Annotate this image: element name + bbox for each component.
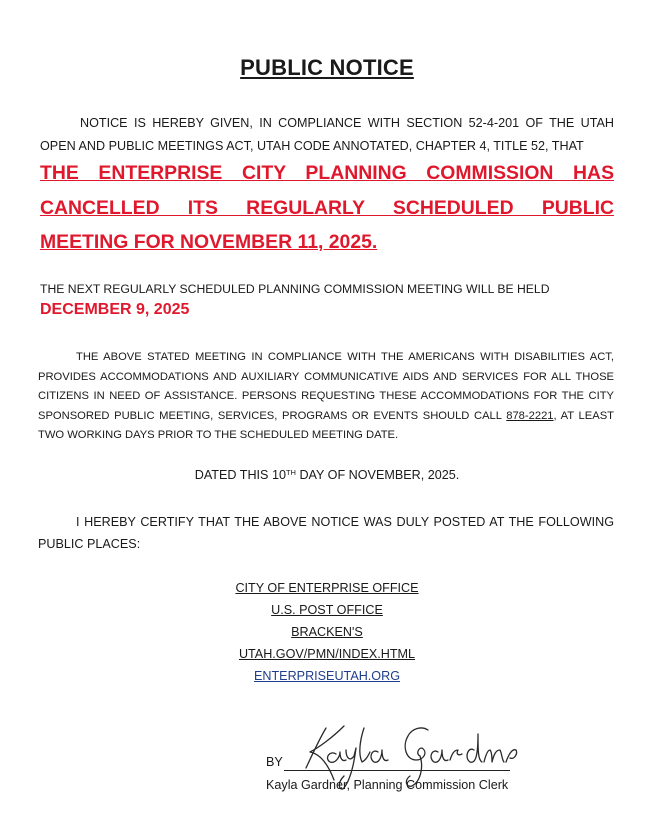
ada-text-after-phone: , AT LEAST TWO WORKING DAYS PRIOR TO THE SCHEDULED MEETING DATE. [38, 409, 614, 441]
signature-block [262, 720, 542, 800]
next-meeting-text: THE NEXT REGULARLY SCHEDULED PLANNING COMMISSION MEETING WILL BE HELD [40, 282, 550, 296]
posting-place-brackens: BRACKEN'S [291, 625, 363, 639]
next-meeting-date: DECEMBER 9, 2025 [40, 301, 190, 318]
signature-line [284, 770, 510, 771]
cancellation-announcement: THE ENTERPRISE CITY PLANNING COMMISSION HAS CANCELLED ITS REGULARLY SCHEDULED PUBLIC MEETING FOR NOVEMBER 11, 2025. [40, 162, 614, 253]
signer-name-title: Kayla Gardner, Planning Commission Clerk [266, 778, 509, 792]
posting-places-list [0, 577, 654, 687]
certification-paragraph: I HEREBY CERTIFY THAT THE ABOVE NOTICE WAS DULY POSTED AT THE FOLLOWING PUBLIC PLACES: [38, 515, 614, 551]
dated-line [0, 466, 654, 484]
ada-text-before-phone: THE ABOVE STATED MEETING IN COMPLIANCE WITH THE AMERICANS WITH DISABILITIES ACT, PROVIDES ACCOMMODATIONS AND AUXILIARY COMMUNICATIVE AIDS AND SERVICES FOR ALL THOSE CITIZENS IN NEED OF ASSISTANCE. PERSONS REQUESTING THESE ACCOMMODATIONS FOR THE CITY SPONSORED PUBLIC MEETING, SERVICES, PROGRAMS OR EVENTS SHOULD CALL [38, 351, 614, 422]
page-title: PUBLIC NOTICE [240, 55, 414, 80]
posting-place-city-office: CITY OF ENTERPRISE OFFICE [235, 581, 419, 595]
notice-intro-paragraph: NOTICE IS HEREBY GIVEN, IN COMPLIANCE WITH SECTION 52-4-201 OF THE UTAH OPEN AND PUBLIC MEETINGS ACT, UTAH CODE ANNOTATED, CHAPTER 4, TITLE 52, THAT [40, 116, 614, 153]
dated-prefix: DATED THIS 10 [194, 468, 286, 482]
signature-by-label: BY [266, 755, 283, 769]
ada-paragraph [38, 348, 614, 446]
posting-place-post-office: U.S. POST OFFICE [271, 603, 383, 617]
dated-ordinal-suffix: TH [285, 468, 296, 477]
ada-phone-number: 878-2221 [506, 409, 554, 422]
posting-place-enterprise-website[interactable]: ENTERPRISEUTAH.ORG [253, 669, 400, 683]
dated-rest: DAY OF NOVEMBER, 2025. [295, 468, 460, 482]
posting-place-pmn-website[interactable]: UTAH.GOV/PMN/INDEX.HTML [238, 647, 416, 661]
